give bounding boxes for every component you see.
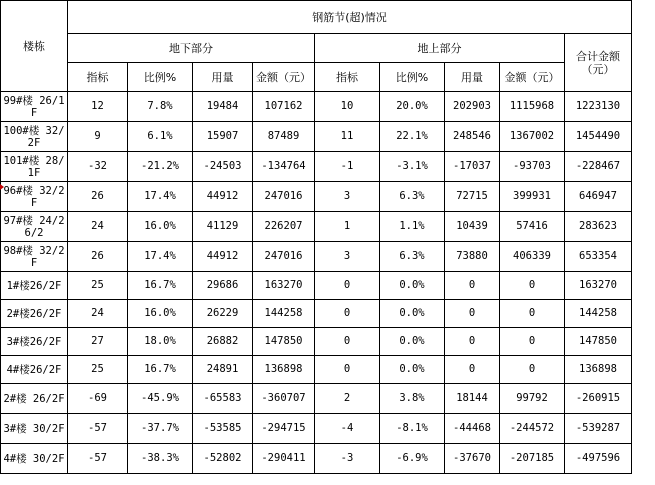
header-building[interactable]: 楼栋 — [1, 1, 68, 92]
a-index-cell[interactable]: 0 — [315, 328, 380, 356]
u-ratio-cell[interactable]: 18.0% — [128, 328, 193, 356]
a-usage-cell[interactable]: 0 — [445, 272, 500, 300]
total-cell[interactable]: 1454490 — [565, 122, 632, 152]
building-cell[interactable]: 99#楼 26/1F — [1, 92, 68, 122]
a-index-cell[interactable]: -1 — [315, 152, 380, 182]
a-index-cell[interactable]: 3 — [315, 242, 380, 272]
a-amount-cell[interactable]: 0 — [500, 328, 565, 356]
total-cell[interactable]: 1223130 — [565, 92, 632, 122]
total-cell[interactable]: -497596 — [565, 444, 632, 474]
u-usage-cell[interactable]: 19484 — [193, 92, 253, 122]
header-a-amount[interactable]: 金额（元） — [500, 63, 565, 92]
a-usage-cell[interactable]: -44468 — [445, 414, 500, 444]
total-cell[interactable]: -539287 — [565, 414, 632, 444]
a-usage-cell[interactable]: -17037 — [445, 152, 500, 182]
u-index-cell[interactable]: 9 — [68, 122, 128, 152]
u-amount-cell[interactable]: -294715 — [253, 414, 315, 444]
total-cell[interactable]: 147850 — [565, 328, 632, 356]
total-cell[interactable]: -228467 — [565, 152, 632, 182]
a-index-cell[interactable]: 11 — [315, 122, 380, 152]
a-index-cell[interactable]: -3 — [315, 444, 380, 474]
u-usage-cell[interactable]: -24503 — [193, 152, 253, 182]
a-ratio-cell[interactable]: 0.0% — [380, 272, 445, 300]
header-aboveground[interactable]: 地上部分 — [315, 34, 565, 63]
u-amount-cell[interactable]: -290411 — [253, 444, 315, 474]
u-usage-cell[interactable]: 24891 — [193, 356, 253, 384]
a-index-cell[interactable]: -4 — [315, 414, 380, 444]
total-cell[interactable]: 136898 — [565, 356, 632, 384]
u-index-cell[interactable]: 12 — [68, 92, 128, 122]
u-index-cell[interactable]: -32 — [68, 152, 128, 182]
u-amount-cell[interactable]: -134764 — [253, 152, 315, 182]
a-usage-cell[interactable]: 18144 — [445, 384, 500, 414]
a-amount-cell[interactable]: 1367002 — [500, 122, 565, 152]
table-row — [1, 152, 632, 182]
building-cell[interactable]: 2#楼26/2F — [1, 300, 68, 328]
table-row — [1, 300, 632, 328]
u-ratio-cell[interactable]: 16.0% — [128, 300, 193, 328]
a-amount-cell[interactable]: 0 — [500, 356, 565, 384]
header-underground[interactable]: 地下部分 — [68, 34, 315, 63]
u-index-cell[interactable]: -57 — [68, 444, 128, 474]
u-amount-cell[interactable]: 163270 — [253, 272, 315, 300]
a-usage-cell[interactable]: 10439 — [445, 212, 500, 242]
a-index-cell[interactable]: 0 — [315, 300, 380, 328]
total-cell[interactable]: -260915 — [565, 384, 632, 414]
a-ratio-cell[interactable]: 6.3% — [380, 242, 445, 272]
u-usage-cell[interactable]: -53585 — [193, 414, 253, 444]
u-ratio-cell[interactable]: -37.7% — [128, 414, 193, 444]
a-amount-cell[interactable]: 0 — [500, 272, 565, 300]
table-row — [1, 92, 632, 122]
u-index-cell[interactable]: 26 — [68, 182, 128, 212]
a-index-cell[interactable]: 2 — [315, 384, 380, 414]
a-usage-cell[interactable]: -37670 — [445, 444, 500, 474]
building-cell[interactable]: 97#楼 24/26/2 — [1, 212, 68, 242]
header-a-ratio[interactable]: 比例% — [380, 63, 445, 92]
u-usage-cell[interactable]: 44912 — [193, 242, 253, 272]
table-row — [1, 328, 632, 356]
a-ratio-cell[interactable]: 0.0% — [380, 300, 445, 328]
total-cell[interactable]: 646947 — [565, 182, 632, 212]
u-usage-cell[interactable]: -52802 — [193, 444, 253, 474]
a-index-cell[interactable]: 0 — [315, 272, 380, 300]
header-u-usage[interactable]: 用量 — [193, 63, 253, 92]
table-row — [1, 242, 632, 272]
u-usage-cell[interactable]: 15907 — [193, 122, 253, 152]
a-amount-cell[interactable]: 99792 — [500, 384, 565, 414]
u-usage-cell[interactable]: 26882 — [193, 328, 253, 356]
table-row — [1, 384, 632, 414]
header-u-amount[interactable]: 金额（元） — [253, 63, 315, 92]
header-main-title[interactable]: 钢筋节(超)情况 — [68, 1, 632, 34]
u-index-cell[interactable]: -69 — [68, 384, 128, 414]
u-usage-cell[interactable]: 41129 — [193, 212, 253, 242]
a-ratio-cell[interactable]: -3.1% — [380, 152, 445, 182]
header-a-index[interactable]: 指标 — [315, 63, 380, 92]
a-usage-cell[interactable]: 0 — [445, 356, 500, 384]
a-ratio-cell[interactable]: 1.1% — [380, 212, 445, 242]
total-cell[interactable]: 653354 — [565, 242, 632, 272]
u-index-cell[interactable]: 25 — [68, 272, 128, 300]
u-usage-cell[interactable]: 29686 — [193, 272, 253, 300]
a-index-cell[interactable]: 1 — [315, 212, 380, 242]
building-cell[interactable]: 100#楼 32/2F — [1, 122, 68, 152]
table-row — [1, 414, 632, 444]
u-amount-cell[interactable]: 247016 — [253, 182, 315, 212]
building-cell[interactable]: 4#楼26/2F — [1, 356, 68, 384]
a-ratio-cell[interactable]: 6.3% — [380, 182, 445, 212]
a-ratio-cell[interactable]: -6.9% — [380, 444, 445, 474]
building-cell[interactable]: 3#楼26/2F — [1, 328, 68, 356]
building-cell[interactable]: 98#楼 32/2F — [1, 242, 68, 272]
u-index-cell[interactable]: -57 — [68, 414, 128, 444]
u-usage-cell[interactable]: -65583 — [193, 384, 253, 414]
u-amount-cell[interactable]: -360707 — [253, 384, 315, 414]
a-usage-cell[interactable]: 0 — [445, 300, 500, 328]
u-ratio-cell[interactable]: 17.4% — [128, 242, 193, 272]
total-cell[interactable]: 283623 — [565, 212, 632, 242]
row-marker-icon — [0, 184, 4, 190]
header-u-ratio[interactable]: 比例% — [128, 63, 193, 92]
table-row — [1, 182, 632, 212]
header-u-index[interactable]: 指标 — [68, 63, 128, 92]
a-amount-cell[interactable]: -207185 — [500, 444, 565, 474]
u-ratio-cell[interactable]: -21.2% — [128, 152, 193, 182]
header-a-usage[interactable]: 用量 — [445, 63, 500, 92]
u-amount-cell[interactable]: 87489 — [253, 122, 315, 152]
building-cell[interactable]: 3#楼 30/2F — [1, 414, 68, 444]
a-index-cell[interactable]: 0 — [315, 356, 380, 384]
table-row — [1, 212, 632, 242]
u-ratio-cell[interactable]: 16.0% — [128, 212, 193, 242]
a-amount-cell[interactable]: -244572 — [500, 414, 565, 444]
a-amount-cell[interactable]: 399931 — [500, 182, 565, 212]
u-usage-cell[interactable]: 26229 — [193, 300, 253, 328]
a-amount-cell[interactable]: 406339 — [500, 242, 565, 272]
u-index-cell[interactable]: 24 — [68, 300, 128, 328]
a-amount-cell[interactable]: -93703 — [500, 152, 565, 182]
u-ratio-cell[interactable]: 16.7% — [128, 356, 193, 384]
a-ratio-cell[interactable]: 0.0% — [380, 328, 445, 356]
table-row — [1, 122, 632, 152]
building-cell[interactable]: 4#楼 30/2F — [1, 444, 68, 474]
u-index-cell[interactable]: 26 — [68, 242, 128, 272]
a-ratio-cell[interactable]: 0.0% — [380, 356, 445, 384]
u-ratio-cell[interactable]: 7.8% — [128, 92, 193, 122]
u-amount-cell[interactable]: 226207 — [253, 212, 315, 242]
u-ratio-cell[interactable]: -38.3% — [128, 444, 193, 474]
total-cell[interactable]: 163270 — [565, 272, 632, 300]
u-amount-cell[interactable]: 107162 — [253, 92, 315, 122]
a-usage-cell[interactable]: 248546 — [445, 122, 500, 152]
u-ratio-cell[interactable]: -45.9% — [128, 384, 193, 414]
building-cell[interactable]: 1#楼26/2F — [1, 272, 68, 300]
a-index-cell[interactable]: 10 — [315, 92, 380, 122]
a-usage-cell[interactable]: 202903 — [445, 92, 500, 122]
u-index-cell[interactable]: 25 — [68, 356, 128, 384]
a-ratio-cell[interactable]: 22.1% — [380, 122, 445, 152]
u-index-cell[interactable]: 24 — [68, 212, 128, 242]
a-amount-cell[interactable]: 1115968 — [500, 92, 565, 122]
a-ratio-cell[interactable]: -8.1% — [380, 414, 445, 444]
u-usage-cell[interactable]: 44912 — [193, 182, 253, 212]
a-index-cell[interactable]: 3 — [315, 182, 380, 212]
u-index-cell[interactable]: 27 — [68, 328, 128, 356]
total-cell[interactable]: 144258 — [565, 300, 632, 328]
u-amount-cell[interactable]: 136898 — [253, 356, 315, 384]
u-ratio-cell[interactable]: 6.1% — [128, 122, 193, 152]
building-cell[interactable]: 96#楼 32/2F — [1, 182, 68, 212]
a-ratio-cell[interactable]: 3.8% — [380, 384, 445, 414]
u-amount-cell[interactable]: 247016 — [253, 242, 315, 272]
a-usage-cell[interactable]: 72715 — [445, 182, 500, 212]
a-amount-cell[interactable]: 57416 — [500, 212, 565, 242]
a-usage-cell[interactable]: 0 — [445, 328, 500, 356]
building-cell[interactable]: 101#楼 28/1F — [1, 152, 68, 182]
header-total-amount[interactable]: 合计金额（元） — [565, 34, 632, 92]
u-ratio-cell[interactable]: 17.4% — [128, 182, 193, 212]
table-row — [1, 356, 632, 384]
u-amount-cell[interactable]: 144258 — [253, 300, 315, 328]
table-row — [1, 444, 632, 474]
u-ratio-cell[interactable]: 16.7% — [128, 272, 193, 300]
a-amount-cell[interactable]: 0 — [500, 300, 565, 328]
a-usage-cell[interactable]: 73880 — [445, 242, 500, 272]
a-ratio-cell[interactable]: 20.0% — [380, 92, 445, 122]
u-amount-cell[interactable]: 147850 — [253, 328, 315, 356]
building-cell[interactable]: 2#楼 26/2F — [1, 384, 68, 414]
table-row — [1, 272, 632, 300]
